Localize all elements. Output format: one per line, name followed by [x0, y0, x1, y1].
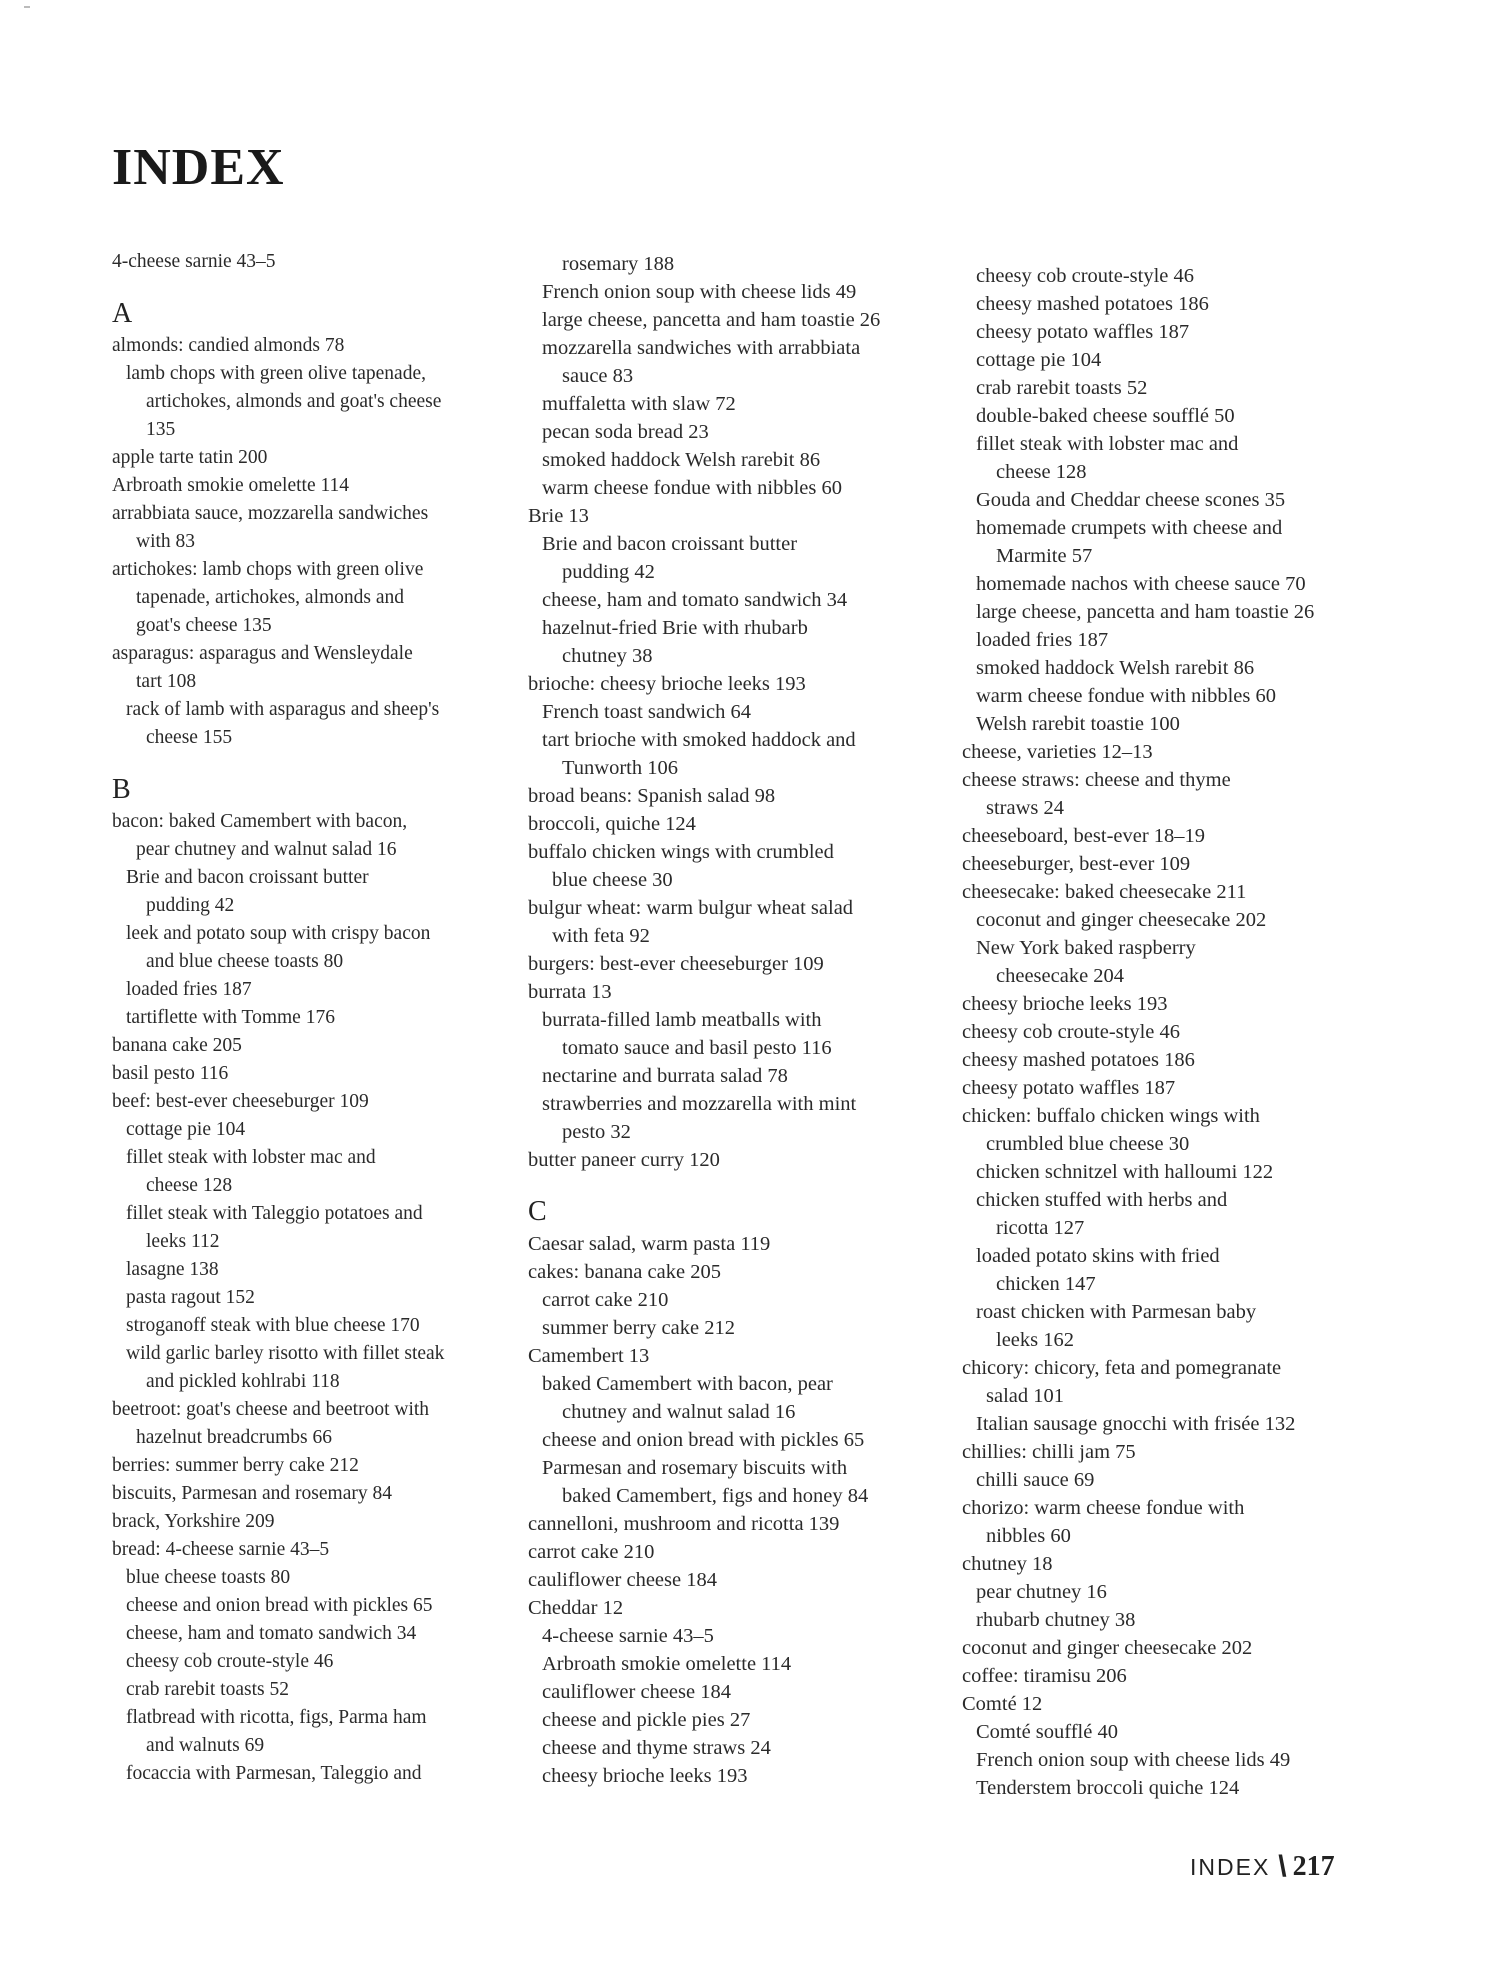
index-subentry: leek and potato soup with crispy bacon — [126, 923, 431, 944]
index-entry-continuation: with feta 92 — [552, 925, 650, 947]
index-subentry: smoked haddock Welsh rarebit 86 — [542, 449, 821, 471]
index-subentry: pecan soda bread 23 — [542, 421, 709, 443]
index-subentry: flatbread with ricotta, figs, Parma ham — [126, 1707, 427, 1728]
index-subentry: coconut and ginger cheesecake 202 — [976, 909, 1267, 931]
index-entry-continuation: chutney and walnut salad 16 — [562, 1401, 796, 1423]
index-subentry: lamb chops with green olive tapenade, — [126, 363, 426, 384]
index-subentry: chicken stuffed with herbs and — [976, 1189, 1228, 1211]
section-letter: C — [528, 1196, 547, 1227]
index-entry-continuation: tart 108 — [136, 671, 197, 692]
index-entry-continuation: tapenade, artichokes, almonds and — [136, 587, 405, 608]
index-entry: almonds: candied almonds 78 — [112, 335, 345, 356]
index-entry: bacon: baked Camembert with bacon, — [112, 811, 408, 832]
index-subentry: loaded fries 187 — [976, 629, 1109, 651]
index-entry-continuation: straws 24 — [986, 797, 1065, 819]
index-entry: arrabbiata sauce, mozzarella sandwiches — [112, 503, 429, 524]
index-subentry: muffaletta with slaw 72 — [542, 393, 736, 415]
index-entry: Comté 12 — [962, 1693, 1043, 1715]
index-subentry: hazelnut-fried Brie with rhubarb — [542, 617, 808, 639]
index-subentry: smoked haddock Welsh rarebit 86 — [976, 657, 1255, 679]
index-subentry: nectarine and burrata salad 78 — [542, 1065, 788, 1087]
index-entry: cheesy brioche leeks 193 — [962, 993, 1168, 1015]
index-entry: beef: best-ever cheeseburger 109 — [112, 1091, 369, 1112]
index-subentry: pear chutney 16 — [976, 1581, 1107, 1603]
index-subentry: cheesy brioche leeks 193 — [542, 1765, 748, 1787]
index-subentry: rhubarb chutney 38 — [976, 1609, 1136, 1631]
index-entry: artichokes: lamb chops with green olive — [112, 559, 424, 580]
index-subentry: cheese, ham and tomato sandwich 34 — [126, 1623, 417, 1644]
index-subentry: fillet steak with lobster mac and — [126, 1147, 376, 1168]
index-entry: chorizo: warm cheese fondue with — [962, 1497, 1245, 1519]
index-subentry: French onion soup with cheese lids 49 — [976, 1749, 1291, 1771]
index-subentry: Welsh rarebit toastie 100 — [976, 713, 1180, 735]
index-subentry: strawberries and mozzarella with mint — [542, 1093, 857, 1115]
index-entry: coconut and ginger cheesecake 202 — [962, 1637, 1253, 1659]
index-subentry: cheesy mashed potatoes 186 — [976, 293, 1209, 315]
index-entry-continuation: blue cheese 30 — [552, 869, 673, 891]
index-subentry: homemade crumpets with cheese and — [976, 517, 1283, 539]
index-subentry: large cheese, pancetta and ham toastie 26 — [542, 309, 881, 331]
index-entry: Brie 13 — [528, 505, 589, 527]
index-entry-continuation: 135 — [146, 419, 176, 440]
index-entry: cannelloni, mushroom and ricotta 139 — [528, 1513, 840, 1535]
index-subentry: tart brioche with smoked haddock and — [542, 729, 856, 751]
index-entry-continuation: leeks 112 — [146, 1231, 220, 1252]
index-entry: chillies: chilli jam 75 — [962, 1441, 1136, 1463]
index-subentry: loaded potato skins with fried — [976, 1245, 1220, 1267]
scan-mark — [24, 6, 30, 8]
footer-separator: \ — [1278, 1850, 1289, 1883]
index-subentry: cheesy cob croute-style 46 — [976, 265, 1195, 287]
index-subentry: fillet steak with Taleggio potatoes and — [126, 1203, 423, 1224]
index-entry: asparagus: asparagus and Wensleydale — [112, 643, 413, 664]
index-subentry: mozzarella sandwiches with arrabbiata — [542, 337, 861, 359]
index-subentry: Brie and bacon croissant butter — [126, 867, 369, 888]
index-entry: chutney 18 — [962, 1553, 1053, 1575]
index-subentry: focaccia with Parmesan, Taleggio and — [126, 1763, 422, 1784]
index-entry-continuation: baked Camembert, figs and honey 84 — [562, 1485, 869, 1507]
index-entry-continuation: Tunworth 106 — [562, 757, 679, 779]
index-entry: cheese straws: cheese and thyme — [962, 769, 1231, 791]
index-entry-continuation: pear chutney and walnut salad 16 — [136, 839, 397, 860]
index-entry-continuation: rosemary 188 — [562, 253, 675, 275]
index-entry-continuation: chutney 38 — [562, 645, 653, 667]
index-entry: burrata 13 — [528, 981, 612, 1003]
index-entry-continuation: and pickled kohlrabi 118 — [146, 1371, 340, 1392]
index-entry: cakes: banana cake 205 — [528, 1261, 721, 1283]
index-entry-continuation: cheesecake 204 — [996, 965, 1125, 987]
index-subentry: cottage pie 104 — [126, 1119, 246, 1140]
index-subentry: Parmesan and rosemary biscuits with — [542, 1457, 848, 1479]
index-entry: apple tarte tatin 200 — [112, 447, 268, 468]
index-entry-continuation: cheese 155 — [146, 727, 233, 748]
index-column-3 — [962, 262, 1382, 1802]
index-subentry: loaded fries 187 — [126, 979, 252, 1000]
index-entry-continuation: nibbles 60 — [986, 1525, 1071, 1547]
index-subentry: cheese, ham and tomato sandwich 34 — [542, 589, 848, 611]
page-number: 217 — [1292, 1851, 1335, 1882]
index-entry-continuation: and walnuts 69 — [146, 1735, 265, 1756]
index-subentry: cheese and onion bread with pickles 65 — [542, 1429, 865, 1451]
index-entry: cauliflower cheese 184 — [528, 1569, 717, 1591]
index-entry: cheeseboard, best-ever 18–19 — [962, 825, 1206, 847]
index-subentry: warm cheese fondue with nibbles 60 — [542, 477, 843, 499]
index-entry: Arbroath smokie omelette 114 — [112, 475, 350, 496]
index-entry-continuation: leeks 162 — [996, 1329, 1074, 1351]
index-subentry: double-baked cheese soufflé 50 — [976, 405, 1235, 427]
index-entry-continuation: Marmite 57 — [996, 545, 1093, 567]
index-entry: beetroot: goat's cheese and beetroot with — [112, 1399, 430, 1420]
footer-label: INDEX — [1190, 1853, 1271, 1880]
index-entry: cheesecake: baked cheesecake 211 — [962, 881, 1247, 903]
index-entry-continuation: hazelnut breadcrumbs 66 — [136, 1427, 333, 1448]
index-subentry: Gouda and Cheddar cheese scones 35 — [976, 489, 1286, 511]
index-entry-continuation: salad 101 — [986, 1385, 1064, 1407]
index-subentry: carrot cake 210 — [542, 1289, 669, 1311]
index-subentry: crab rarebit toasts 52 — [126, 1679, 289, 1700]
index-entry: cheesy potato waffles 187 — [962, 1077, 1176, 1099]
index-entry-continuation: cheese 128 — [146, 1175, 233, 1196]
index-subentry: chilli sauce 69 — [976, 1469, 1095, 1491]
index-subentry: cheesy cob croute-style 46 — [126, 1651, 334, 1672]
index-subentry: cheese and pickle pies 27 — [542, 1709, 751, 1731]
index-entry-continuation: goat's cheese 135 — [136, 615, 272, 636]
index-entry-continuation: pudding 42 — [562, 561, 655, 583]
index-entry-continuation: pesto 32 — [562, 1121, 631, 1143]
index-entry-continuation: and blue cheese toasts 80 — [146, 951, 344, 972]
index-subentry: roast chicken with Parmesan baby — [976, 1301, 1257, 1323]
index-subentry: lasagne 138 — [126, 1259, 219, 1280]
index-subentry: Tenderstem broccoli quiche 124 — [976, 1777, 1240, 1799]
page-title: INDEX — [112, 139, 285, 196]
index-subentry: stroganoff steak with blue cheese 170 — [126, 1315, 420, 1336]
index-subentry: 4-cheese sarnie 43–5 — [542, 1625, 714, 1647]
index-entry: butter paneer curry 120 — [528, 1149, 720, 1171]
index-subentry: cheesy potato waffles 187 — [976, 321, 1190, 343]
index-entry: bulgur wheat: warm bulgur wheat salad — [528, 897, 854, 919]
index-subentry: New York baked raspberry — [976, 937, 1196, 959]
index-entry: brack, Yorkshire 209 — [112, 1511, 275, 1532]
index-entry: broccoli, quiche 124 — [528, 813, 696, 835]
index-entry: Camembert 13 — [528, 1345, 650, 1367]
index-entry-continuation: sauce 83 — [562, 365, 634, 387]
index-subentry: tartiflette with Tomme 176 — [126, 1007, 335, 1028]
index-subentry: baked Camembert with bacon, pear — [542, 1373, 833, 1395]
index-entry-continuation: chicken 147 — [996, 1273, 1096, 1295]
index-entry-continuation: pudding 42 — [146, 895, 235, 916]
index-entry: banana cake 205 — [112, 1035, 242, 1056]
index-subentry: cheese and thyme straws 24 — [542, 1737, 771, 1759]
index-entry: basil pesto 116 — [112, 1063, 229, 1084]
index-entry: coffee: tiramisu 206 — [962, 1665, 1127, 1687]
index-entry: broad beans: Spanish salad 98 — [528, 785, 776, 807]
index-subentry: fillet steak with lobster mac and — [976, 433, 1239, 455]
index-entry: burgers: best-ever cheeseburger 109 — [528, 953, 824, 975]
index-subentry: Arbroath smokie omelette 114 — [542, 1653, 792, 1675]
index-subentry: Comté soufflé 40 — [976, 1721, 1118, 1743]
index-entry: carrot cake 210 — [528, 1541, 655, 1563]
index-entry: bread: 4-cheese sarnie 43–5 — [112, 1539, 330, 1560]
index-subentry: large cheese, pancetta and ham toastie 26 — [976, 601, 1315, 623]
index-entry: cheesy cob croute-style 46 — [962, 1021, 1181, 1043]
index-subentry: Brie and bacon croissant butter — [542, 533, 798, 555]
index-subentry: homemade nachos with cheese sauce 70 — [976, 573, 1306, 595]
index-entry-continuation: ricotta 127 — [996, 1217, 1085, 1239]
index-entry: Caesar salad, warm pasta 119 — [528, 1233, 771, 1255]
index-subentry: cottage pie 104 — [976, 349, 1102, 371]
index-entry: 4-cheese sarnie 43–5 — [112, 251, 276, 272]
page-footer — [1190, 1850, 1335, 1884]
index-entry-continuation: cheese 128 — [996, 461, 1087, 483]
index-subentry: French toast sandwich 64 — [542, 701, 751, 723]
index-entry-continuation: artichokes, almonds and goat's cheese — [146, 391, 442, 412]
index-entry: chicken: buffalo chicken wings with — [962, 1105, 1260, 1127]
index-subentry: cheese and onion bread with pickles 65 — [126, 1595, 433, 1616]
index-entry: cheese, varieties 12–13 — [962, 741, 1153, 763]
index-subentry: rack of lamb with asparagus and sheep's — [126, 699, 440, 720]
index-entry-continuation: tomato sauce and basil pesto 116 — [562, 1037, 832, 1059]
index-subentry: pasta ragout 152 — [126, 1287, 255, 1308]
index-subentry: warm cheese fondue with nibbles 60 — [976, 685, 1277, 707]
index-entry: Cheddar 12 — [528, 1597, 624, 1619]
index-entry: buffalo chicken wings with crumbled — [528, 841, 834, 863]
index-subentry: Italian sausage gnocchi with frisée 132 — [976, 1413, 1296, 1435]
index-column-1 — [112, 248, 532, 1788]
index-entry-continuation: crumbled blue cheese 30 — [986, 1133, 1190, 1155]
index-entry: berries: summer berry cake 212 — [112, 1455, 359, 1476]
section-letter: A — [112, 298, 133, 329]
index-subentry: wild garlic barley risotto with fillet steak — [126, 1343, 445, 1364]
index-subentry: summer berry cake 212 — [542, 1317, 735, 1339]
index-subentry: cauliflower cheese 184 — [542, 1681, 731, 1703]
index-subentry: burrata-filled lamb meatballs with — [542, 1009, 822, 1031]
index-entry: chicory: chicory, feta and pomegranate — [962, 1357, 1282, 1379]
index-entry: cheesy mashed potatoes 186 — [962, 1049, 1195, 1071]
index-entry: brioche: cheesy brioche leeks 193 — [528, 673, 806, 695]
index-subentry: blue cheese toasts 80 — [126, 1567, 291, 1588]
section-letter: B — [112, 774, 131, 805]
index-subentry: French onion soup with cheese lids 49 — [542, 281, 857, 303]
index-entry: biscuits, Parmesan and rosemary 84 — [112, 1483, 392, 1504]
index-subentry: chicken schnitzel with halloumi 122 — [976, 1161, 1274, 1183]
index-entry: cheeseburger, best-ever 109 — [962, 853, 1191, 875]
index-subentry: crab rarebit toasts 52 — [976, 377, 1148, 399]
index-entry-continuation: with 83 — [136, 531, 196, 552]
index-column-2 — [528, 250, 948, 1790]
